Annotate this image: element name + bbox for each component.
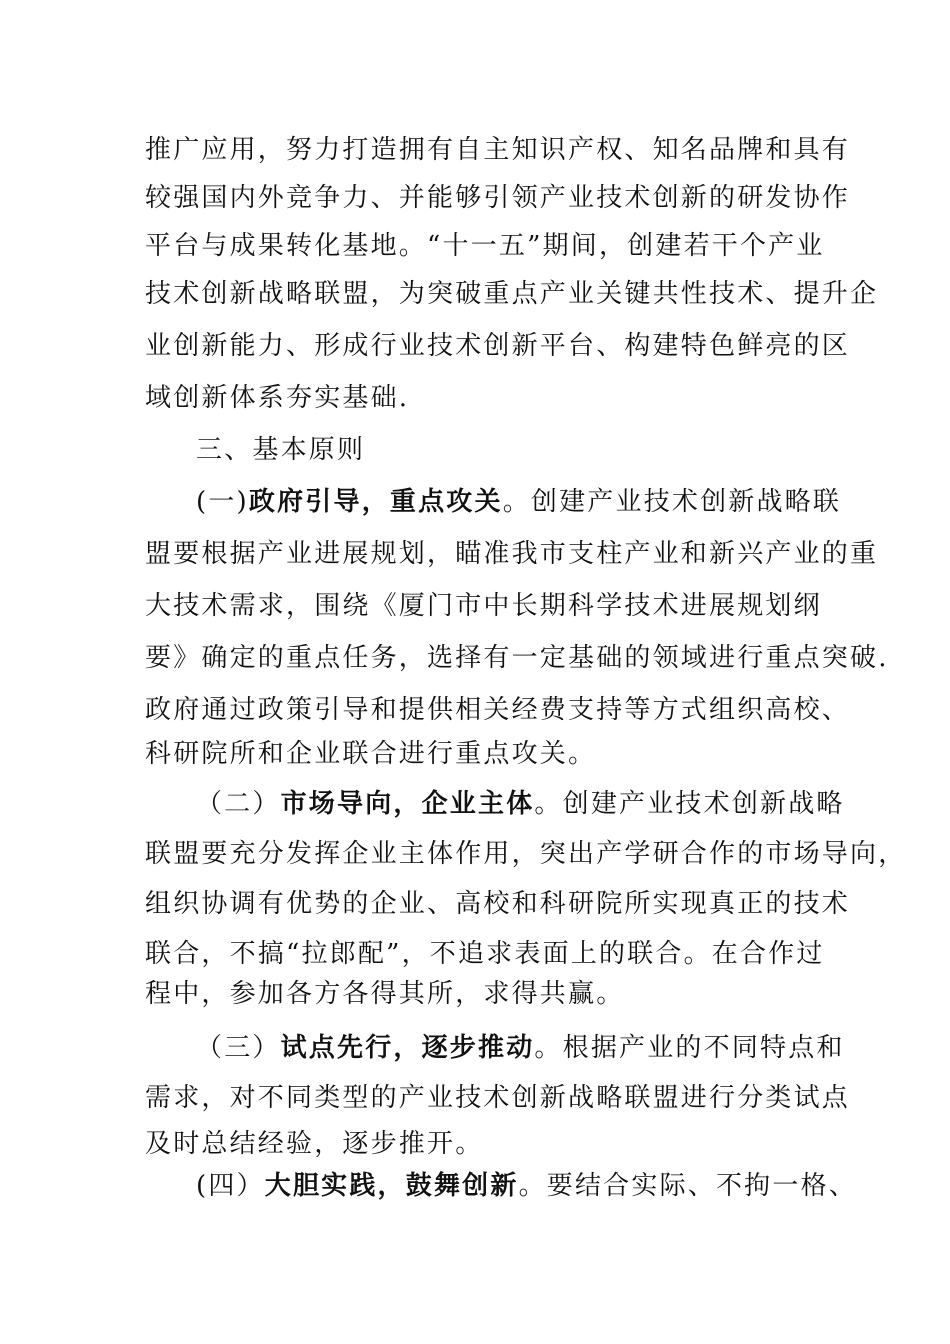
principle-3-title: 试点先行，逐步推动 xyxy=(280,1033,535,1063)
principle-2-prefix: （二） xyxy=(196,789,281,819)
body-line: 联合，不搞“拉郎配”，不追求表面上的联合。在合作过 xyxy=(145,939,825,969)
section-heading: 三、基本原则 xyxy=(196,435,366,465)
principle-1-title: 政府引导，重点攻关 xyxy=(248,487,503,517)
body-line: 较强国内外竞争力、并能够引领产业技术创新的研发协作 xyxy=(145,183,851,213)
body-line: 推广应用，努力打造拥有自主知识产权、知名品牌和具有 xyxy=(145,135,851,165)
body-line: 需求，对不同类型的产业技术创新战略联盟进行分类试点 xyxy=(145,1083,851,1113)
body-line: 大技术需求，围绕《厦门市中长期科学技术进展规划纲 xyxy=(145,591,822,621)
principle-2-title: 市场导向，企业主体 xyxy=(280,789,535,819)
body-line: 平台与成果转化基地。“十一五”期间，创建若干个产业 xyxy=(145,231,825,261)
body-line: 科研院所和企业联合进行重点攻关。 xyxy=(145,739,597,769)
principle-2-first-line xyxy=(196,780,876,828)
body-line: 业创新能力、形成行业技术创新平台、构建特色鲜亮的区 xyxy=(145,331,851,361)
principle-1-prefix: (一) xyxy=(196,487,249,517)
principle-4-text: 。要结合实际、不拘一格、 xyxy=(518,1171,857,1201)
body-line: 政府通过政策引导和提供相关经费支持等方式组织高校、 xyxy=(145,695,851,725)
body-line: 要》确定的重点任务，选择有一定基础的领域进行重点突破. xyxy=(145,643,889,673)
principle-1-text: 。创建产业技术创新战略联 xyxy=(502,487,842,517)
body-line: 盟要根据产业进展规划，瞄准我市支柱产业和新兴产业的重 xyxy=(145,539,879,569)
principle-1-first-line xyxy=(196,478,876,526)
body-line: 技术创新战略联盟，为突破重点产业关键共性技术、提升企 xyxy=(145,279,879,309)
principle-3-text: 。根据产业的不同特点和 xyxy=(534,1033,845,1063)
principle-3-prefix: （三） xyxy=(196,1033,281,1063)
body-line: 联盟要充分发挥企业主体作用，突出产学研合作的市场导向， xyxy=(145,839,907,869)
body-line: 程中，参加各方各得其所，求得共赢。 xyxy=(145,979,625,1009)
body-line: 组织协调有优势的企业、高校和科研院所实现真正的技术 xyxy=(145,889,851,919)
principle-4-title: 大胆实践，鼓舞创新 xyxy=(264,1171,519,1201)
body-line: 及时总结经验，逐步推开。 xyxy=(145,1129,484,1159)
principle-2-text: 。创建产业技术创新战略 xyxy=(534,789,845,819)
principle-4-prefix: (四） xyxy=(196,1171,265,1201)
principle-4-first-line xyxy=(196,1162,876,1210)
principle-3-first-line xyxy=(196,1024,876,1072)
body-line: 域创新体系夯实基础. xyxy=(145,383,410,413)
